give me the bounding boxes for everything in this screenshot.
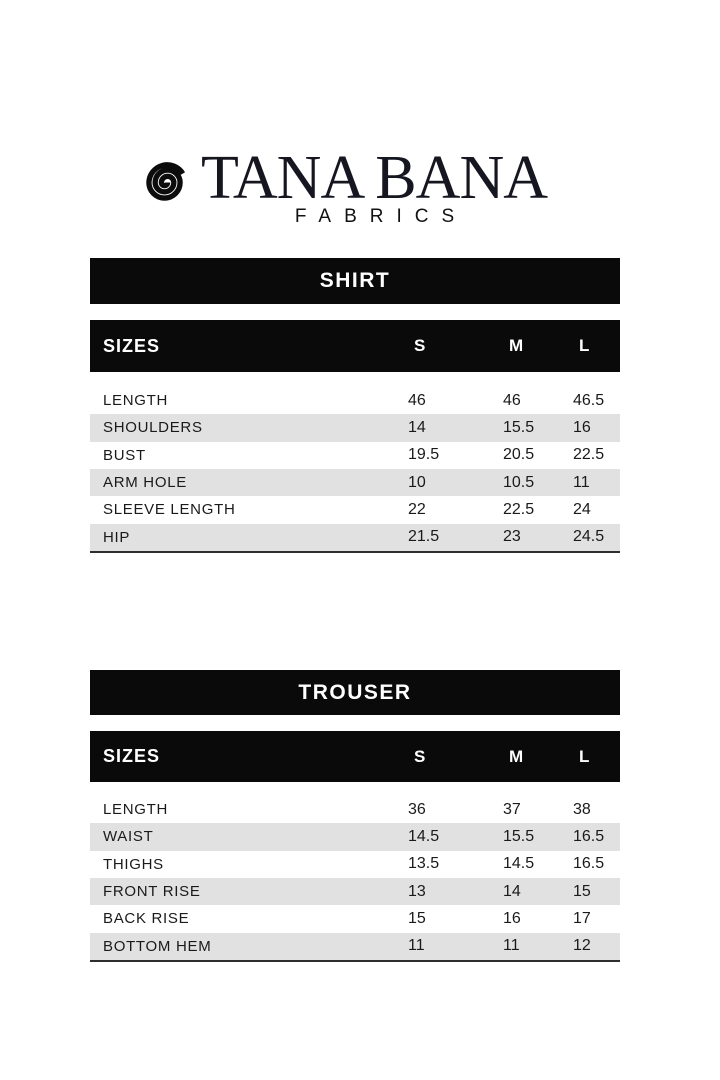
measurement-label: LENGTH <box>103 392 169 410</box>
table-row <box>90 851 620 878</box>
measurement-label: BACK RISE <box>103 910 190 928</box>
size-l-value: 16.5 <box>573 827 605 845</box>
size-s-value: 13.5 <box>408 855 440 873</box>
size-m-value: 14 <box>503 882 521 900</box>
measurement-label: ARM HOLE <box>103 474 187 492</box>
trouser-section-title-bar <box>90 670 620 715</box>
size-s-value: 21.5 <box>408 528 440 546</box>
size-l-value: 24.5 <box>573 528 605 546</box>
shirt-section-title-bar <box>90 258 620 304</box>
size-m-value: 16 <box>503 909 521 927</box>
measurement-label: SLEEVE LENGTH <box>103 501 236 519</box>
size-s-value: 15 <box>408 909 426 927</box>
shirt-sizes-label: SIZES <box>103 335 161 356</box>
shirt-col-l: L <box>579 336 590 355</box>
measurement-label: BOTTOM HEM <box>103 937 212 955</box>
trouser-sizes-header-bar <box>90 731 620 782</box>
size-l-value: 38 <box>573 800 591 818</box>
measurement-label: FRONT RISE <box>103 883 201 901</box>
size-s-value: 46 <box>408 391 426 409</box>
measurement-label: BUST <box>103 446 146 464</box>
size-m-value: 20.5 <box>503 446 535 464</box>
size-m-value: 11 <box>503 937 520 955</box>
size-s-value: 14 <box>408 418 426 436</box>
size-m-value: 15.5 <box>503 418 535 436</box>
brand-name: TANA BANA <box>201 144 547 212</box>
size-m-value: 15.5 <box>503 827 535 845</box>
size-l-value: 16.5 <box>573 855 605 873</box>
size-s-value: 22 <box>408 500 426 518</box>
size-m-value: 37 <box>503 800 521 818</box>
size-s-value: 13 <box>408 882 426 900</box>
table-row <box>90 905 620 932</box>
size-m-value: 14.5 <box>503 855 535 873</box>
trouser-section-title: TROUSER <box>298 680 412 704</box>
size-m-value: 23 <box>503 528 521 546</box>
trouser-col-l: L <box>579 746 590 766</box>
shirt-sizes-header-bar <box>90 320 620 372</box>
table-row <box>90 414 620 441</box>
shirt-section-title: SHIRT <box>319 269 391 292</box>
table-row <box>90 878 620 905</box>
size-s-value: 11 <box>408 937 425 955</box>
size-l-value: 15 <box>573 882 591 900</box>
size-m-value: 46 <box>503 391 521 409</box>
measurement-label: LENGTH <box>103 801 169 819</box>
spiral-logo-icon <box>136 153 193 212</box>
table-row <box>90 823 620 850</box>
trouser-measurements-table <box>90 796 620 962</box>
table-row <box>90 496 620 523</box>
measurement-label: WAIST <box>103 828 154 846</box>
size-m-value: 22.5 <box>503 500 535 518</box>
table-row <box>90 796 620 823</box>
table-row <box>90 469 620 496</box>
trouser-col-m: M <box>509 746 524 766</box>
size-s-value: 14.5 <box>408 827 440 845</box>
trouser-sizes-label: SIZES <box>103 746 161 766</box>
trouser-col-s: S <box>414 746 426 766</box>
size-s-value: 19.5 <box>408 446 440 464</box>
shirt-col-m: M <box>509 336 524 355</box>
table-row <box>90 524 620 551</box>
table-row <box>90 387 620 414</box>
shirt-col-s: S <box>414 336 426 355</box>
measurement-label: SHOULDERS <box>103 419 203 437</box>
table-row <box>90 442 620 469</box>
size-l-value: 12 <box>573 937 591 955</box>
size-l-value: 11 <box>573 473 590 491</box>
size-l-value: 46.5 <box>573 391 605 409</box>
measurement-label: THIGHS <box>103 855 164 873</box>
table-row <box>90 933 620 960</box>
size-s-value: 10 <box>408 473 426 491</box>
size-s-value: 36 <box>408 800 426 818</box>
shirt-measurements-table <box>90 387 620 553</box>
size-m-value: 10.5 <box>503 473 535 491</box>
size-l-value: 24 <box>573 500 591 518</box>
measurement-label: HIP <box>103 528 131 546</box>
size-l-value: 22.5 <box>573 446 605 464</box>
size-l-value: 16 <box>573 418 591 436</box>
size-l-value: 17 <box>573 909 591 927</box>
brand-subtitle: FABRICS <box>294 206 468 227</box>
